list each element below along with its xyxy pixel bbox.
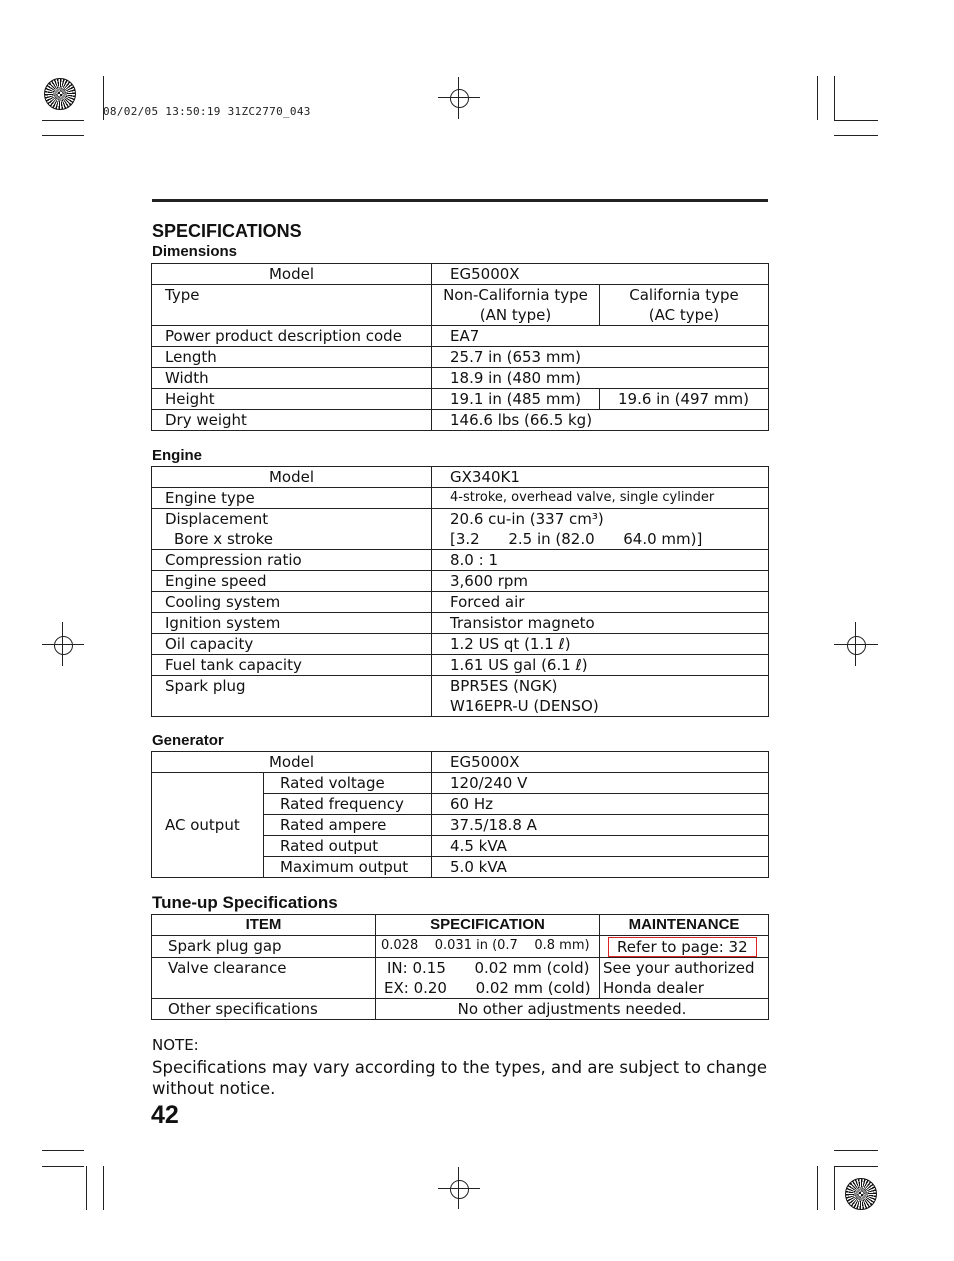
table-row xyxy=(152,752,769,773)
row-value: 5.0 kVA xyxy=(432,857,769,878)
row-value: 25.7 in (653 mm) xyxy=(432,347,769,368)
row-label: Height xyxy=(152,389,432,410)
row-label: Rated output xyxy=(264,836,432,857)
row-label: Rated frequency xyxy=(264,794,432,815)
type-b-line2: (AC type) xyxy=(648,306,720,324)
row-label: Engine type xyxy=(152,488,432,509)
crop-mark-v xyxy=(458,77,459,119)
row-label: Rated ampere xyxy=(264,815,432,836)
tuneup-table xyxy=(151,914,769,1020)
spark-plug-denso: W16EPR-U (DENSO) xyxy=(450,697,599,715)
crop-mark-h xyxy=(42,120,84,121)
row-value: Forced air xyxy=(432,592,769,613)
displacement-value: 20.6 cu-in (337 cm³) xyxy=(450,510,604,528)
row-value: No other adjustments needed. xyxy=(376,999,769,1020)
crop-mark-v xyxy=(86,1166,87,1210)
dimensions-table xyxy=(151,263,769,431)
table-row xyxy=(152,467,769,488)
type-b-line1: California type xyxy=(629,286,739,304)
crop-mark-h xyxy=(834,1150,878,1151)
generator-table xyxy=(151,751,769,878)
crop-mark-h xyxy=(834,120,878,121)
table-row xyxy=(152,488,769,509)
crop-mark-h xyxy=(834,644,878,645)
row-label: Ignition system xyxy=(152,613,432,634)
crop-mark-v xyxy=(817,76,818,120)
crop-mark-h xyxy=(834,1166,878,1167)
height-value-a: 19.1 in (485 mm) xyxy=(432,389,600,410)
spark-plug-value-cell xyxy=(432,676,769,717)
crop-mark-h xyxy=(42,135,84,136)
row-label: Rated voltage xyxy=(264,773,432,794)
row-value: 0.028 0.031 in (0.7 0.8 mm) xyxy=(376,936,600,958)
row-label: Fuel tank capacity xyxy=(152,655,432,676)
row-value: Transistor magneto xyxy=(432,613,769,634)
crop-mark-v xyxy=(834,1166,835,1210)
ac-output-label: AC output xyxy=(152,773,264,878)
row-label: Compression ratio xyxy=(152,550,432,571)
page-number: 42 xyxy=(151,1101,179,1129)
row-value: 4.5 kVA xyxy=(432,836,769,857)
print-timestamp: 08/02/05 13:50:19 31ZC2770_043 xyxy=(103,105,311,118)
registration-target-top xyxy=(450,89,469,108)
displacement-value-cell xyxy=(432,509,769,550)
row-label: Valve clearance xyxy=(152,958,376,999)
valve-maint-line1: See your authorized xyxy=(603,959,755,977)
table-header-row xyxy=(152,915,769,936)
generator-model-value: EG5000X xyxy=(432,752,769,773)
row-value: 146.6 lbs (66.5 kg) xyxy=(432,410,769,431)
table-row xyxy=(152,550,769,571)
row-value: EA7 xyxy=(432,326,769,347)
row-value: 18.9 in (480 mm) xyxy=(432,368,769,389)
spark-plug-ngk: BPR5ES (NGK) xyxy=(450,677,558,695)
row-value: 120/240 V xyxy=(432,773,769,794)
table-row xyxy=(152,655,769,676)
dimensions-type-label: Type xyxy=(152,285,432,326)
row-value: 1.2 US qt (1.1 ℓ) xyxy=(432,634,769,655)
row-label: Power product description code xyxy=(152,326,432,347)
dimensions-type-b xyxy=(600,285,769,326)
height-value-b: 19.6 in (497 mm) xyxy=(600,389,769,410)
engine-model-label: Model xyxy=(152,467,432,488)
registration-target-right xyxy=(847,636,866,655)
row-label: Dry weight xyxy=(152,410,432,431)
valve-ex: EX: 0.20 0.02 mm (cold) xyxy=(384,979,591,997)
crop-mark-v xyxy=(855,622,856,666)
registration-sunburst-top-left xyxy=(44,78,76,110)
tuneup-heading: Tune-up Specifications xyxy=(152,893,338,912)
table-row xyxy=(152,347,769,368)
row-label: Length xyxy=(152,347,432,368)
crop-mark-v xyxy=(62,622,63,666)
row-label: Width xyxy=(152,368,432,389)
crop-mark-h xyxy=(438,1188,480,1189)
table-row xyxy=(152,676,769,717)
row-label: Oil capacity xyxy=(152,634,432,655)
row-label: Spark plug xyxy=(152,676,432,717)
table-row xyxy=(152,571,769,592)
valve-value-cell xyxy=(376,958,600,999)
crop-mark-v xyxy=(458,1167,459,1209)
row-value: 3,600 rpm xyxy=(432,571,769,592)
crop-mark-v xyxy=(103,1166,104,1210)
row-value: 1.61 US gal (6.1 ℓ) xyxy=(432,655,769,676)
dimensions-model-value: EG5000X xyxy=(432,264,769,285)
registration-target-bottom xyxy=(450,1180,469,1199)
row-value: 8.0 : 1 xyxy=(432,550,769,571)
maintenance-cell xyxy=(600,936,769,958)
col-item: ITEM xyxy=(152,915,376,936)
dimensions-type-a xyxy=(432,285,600,326)
note-body: Specifications may vary according to the types, and are subject to change without notice. xyxy=(152,1058,767,1098)
col-specification: SPECIFICATION xyxy=(376,915,600,936)
table-row xyxy=(152,958,769,999)
row-label: Engine speed xyxy=(152,571,432,592)
displacement-label: Displacement xyxy=(165,510,269,528)
row-label: Cooling system xyxy=(152,592,432,613)
row-label: Other specifications xyxy=(152,999,376,1020)
generator-heading: Generator xyxy=(152,732,224,749)
page-reference-link[interactable]: Refer to page: 32 xyxy=(608,937,757,957)
displacement-label-cell xyxy=(152,509,432,550)
registration-sunburst-bottom-right xyxy=(845,1178,877,1210)
table-row xyxy=(152,936,769,958)
type-a-line2: (AN type) xyxy=(479,306,552,324)
table-row xyxy=(152,999,769,1020)
dimensions-model-label: Model xyxy=(152,264,432,285)
crop-mark-h xyxy=(834,135,878,136)
type-a-line1: Non-California type xyxy=(443,286,588,304)
valve-maint-line2: Honda dealer xyxy=(603,979,704,997)
header-rule xyxy=(152,199,768,202)
table-row xyxy=(152,613,769,634)
table-row xyxy=(152,389,769,410)
note-heading: NOTE: xyxy=(152,1036,199,1054)
crop-mark-v xyxy=(817,1166,818,1210)
row-value: 4-stroke, overhead valve, single cylinder xyxy=(432,488,769,509)
table-row xyxy=(152,773,769,794)
engine-heading: Engine xyxy=(152,447,203,464)
generator-model-label: Model xyxy=(152,752,432,773)
table-row xyxy=(152,509,769,550)
row-value: 60 Hz xyxy=(432,794,769,815)
bore-label: Bore x stroke xyxy=(174,530,274,548)
crop-mark-h xyxy=(42,1166,84,1167)
table-row xyxy=(152,592,769,613)
engine-table xyxy=(151,466,769,717)
crop-mark-h xyxy=(42,1150,84,1151)
row-label: Spark plug gap xyxy=(152,936,376,958)
page-title: SPECIFICATIONS xyxy=(152,221,302,241)
table-row xyxy=(152,410,769,431)
row-label: Maximum output xyxy=(264,857,432,878)
crop-mark-v xyxy=(834,76,835,120)
table-row xyxy=(152,326,769,347)
table-row xyxy=(152,368,769,389)
engine-model-value: GX340K1 xyxy=(432,467,769,488)
crop-mark-h xyxy=(438,97,480,98)
table-row xyxy=(152,634,769,655)
bore-value: [3.2 2.5 in (82.0 64.0 mm)] xyxy=(450,530,703,548)
valve-in: IN: 0.15 0.02 mm (cold) xyxy=(387,959,590,977)
col-maintenance: MAINTENANCE xyxy=(600,915,769,936)
registration-target-left xyxy=(54,636,73,655)
valve-maint-cell xyxy=(600,958,769,999)
table-row xyxy=(152,264,769,285)
table-row xyxy=(152,285,769,326)
crop-mark-h xyxy=(42,644,84,645)
dimensions-heading: Dimensions xyxy=(152,243,238,260)
row-value: 37.5/18.8 A xyxy=(432,815,769,836)
